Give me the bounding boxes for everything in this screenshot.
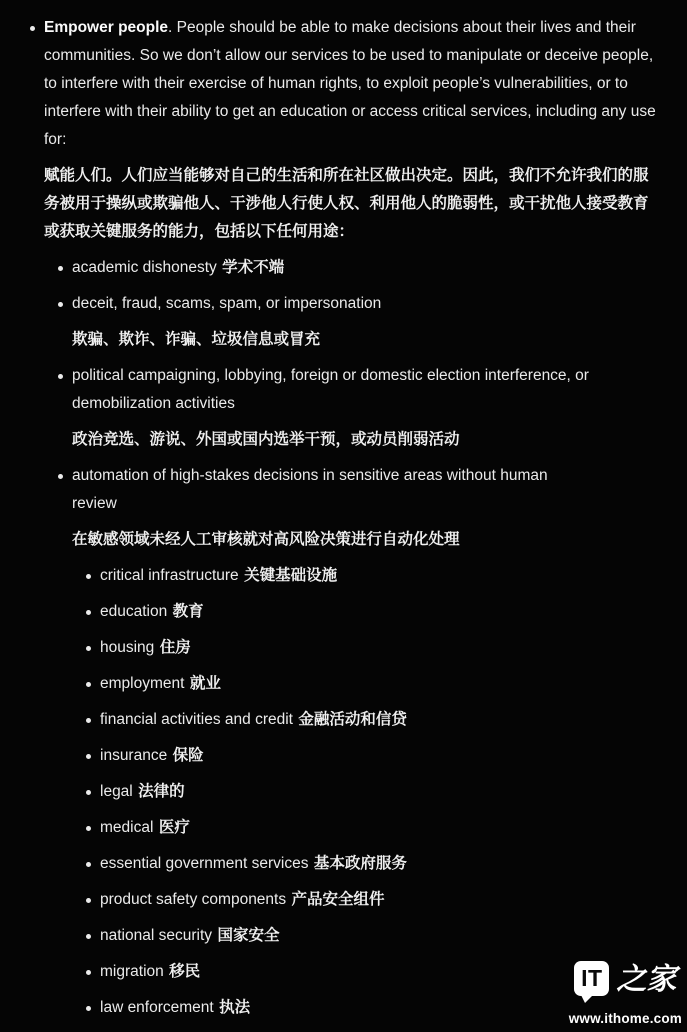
item-zh: 住房 [159,639,191,656]
item-en: academic dishonesty [72,259,217,276]
item-text [100,778,661,806]
list-item-housing [100,634,661,662]
ithome-logo [569,961,682,1005]
item-zh: 产品安全组件 [291,891,385,908]
item-en: critical infrastructure [100,567,239,584]
item-zh: 金融活动和信贷 [298,711,407,728]
item-text [100,562,661,590]
ithome-logo-icon [574,961,609,996]
item-text [72,254,661,282]
speech-bubble-tail-icon [581,995,593,1003]
item-zh: 移民 [169,963,201,980]
item-text [100,598,661,626]
item-en: product safety components [100,891,287,908]
item-en: employment [100,675,185,692]
item-text-en [72,290,661,318]
item-text-zh: 欺骗、欺诈、诈骗、垃圾信息或冒充 [72,331,321,348]
list-item-legal [100,778,661,806]
item-text [100,922,661,950]
item-zh: 国家安全 [217,927,280,944]
list-item-empower-people [44,14,661,1022]
list-item-automation-high-stakes [72,462,661,1022]
item-text [100,670,661,698]
list-item-financial-activities [100,706,661,734]
item-zh: 保险 [172,747,204,764]
list-item-political-campaigning [72,362,661,454]
policy-list [16,14,661,1022]
item-zh: 教育 [172,603,204,620]
list-item-education [100,598,661,626]
list-item-critical-infrastructure [100,562,661,590]
item-en: national security [100,927,213,944]
list-item-insurance [100,742,661,770]
ithome-watermark [569,961,682,1026]
item-text-en [72,462,572,518]
item-en: political campaigning, lobbying, foreign or domestic election interference, or demobilization activities [72,367,589,412]
item-text [100,850,661,878]
item-text-zh: 在敏感领域未经人工审核就对高风险决策进行自动化处理 [72,531,460,548]
item-en: essential government services [100,855,309,872]
item-text [100,742,661,770]
empower-people-paragraph-en [44,14,661,154]
watermark-url: www.ithome.com [568,1011,682,1026]
item-text [100,706,661,734]
empower-people-title: Empower people [44,19,169,36]
list-item-essential-government-services [100,850,661,878]
item-zh: 就业 [189,675,221,692]
list-item-national-security [100,922,661,950]
item-en: automation of high-stakes decisions in sensitive areas without human review [72,467,548,512]
list-item-employment [100,670,661,698]
item-zh: 法律的 [138,783,185,800]
item-zh: 关键基础设施 [244,567,338,584]
item-zh: 基本政府服务 [313,855,407,872]
item-en: housing [100,639,155,656]
item-en: law enforcement [100,999,214,1016]
item-en: insurance [100,747,168,764]
item-en: deceit, fraud, scams, spam, or impersonation [72,295,382,312]
item-zh: 医疗 [158,819,190,836]
item-zh: 学术不端 [222,259,285,276]
sensitive-areas-list [72,562,661,1022]
list-item-academic-dishonesty [72,254,661,282]
item-text-zh: 政治竞选、游说、外国或国内选举干预，或动员削弱活动 [72,431,460,448]
list-item-product-safety-components [100,886,661,914]
list-item-medical [100,814,661,842]
item-text [100,886,661,914]
item-text [100,814,661,842]
item-en: financial activities and credit [100,711,293,728]
list-item-deceit-fraud-scams [72,290,661,354]
item-text [100,634,661,662]
item-zh: 执法 [219,999,251,1016]
empower-people-body: . People should be able to make decisions about their lives and their communities. So we don’t allow our services to be used to manipulate or deceive people, to interfere with their exercise of human rights, to exploit people’s vulnerabilities, or to interfere with their ability to get an education or access critical services, including any use for: [44,19,656,148]
prohibited-uses-list [44,254,661,1022]
logo-zhijia-text: 之家 [616,963,677,996]
item-en: medical [100,819,154,836]
item-en: education [100,603,168,620]
logo-it-text: IT [581,965,603,991]
empower-people-paragraph-zh: 赋能人们。人们应当能够对自己的生活和所在社区做出决定。因此，我们不允许我们的服务被用于操纵或欺骗他人、干涉他人行使人权、利用他人的脆弱性，或干扰他人接受教育或获取关键服务的能力，包括以下任何用途： [44,167,649,240]
item-text-en [72,362,661,418]
item-en: migration [100,963,164,980]
item-en: legal [100,783,133,800]
